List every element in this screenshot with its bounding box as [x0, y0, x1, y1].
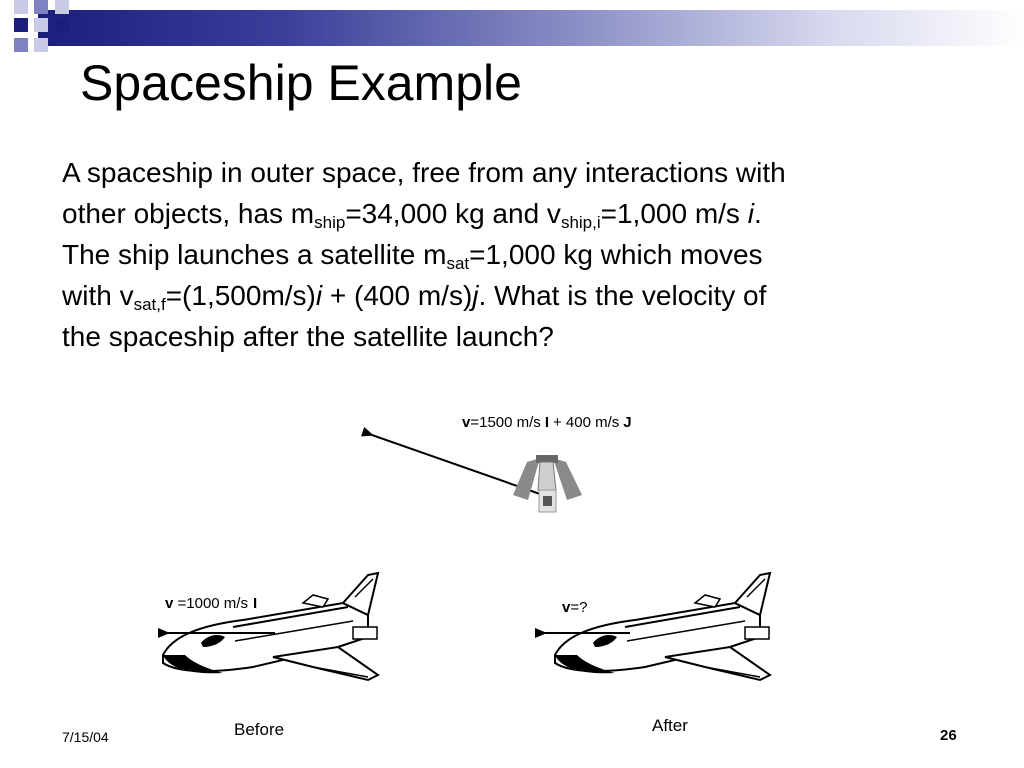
body-text-span: The ship launches a satellite m: [62, 239, 447, 270]
vector-symbol: v: [562, 599, 571, 616]
body-text-span: with v: [62, 280, 134, 311]
body-text-span: =1,000 m/s: [600, 198, 748, 229]
subscript: sat,f: [133, 295, 166, 314]
body-text-span: + (400 m/s): [322, 280, 473, 311]
subscript: ship,i: [560, 213, 601, 232]
body-text-span: .: [753, 198, 762, 229]
unit-vector: i: [747, 198, 754, 229]
unit-vector: i: [315, 280, 323, 311]
before-caption: Before: [234, 720, 285, 739]
label-text: =?: [570, 599, 588, 616]
page-number: 26: [940, 727, 957, 744]
body-text-span: =(1,500m/s): [165, 280, 316, 311]
satellite-velocity-arrow: [372, 435, 540, 494]
shuttle-before: [163, 573, 378, 680]
vector-symbol: v: [462, 414, 471, 431]
body-text-span: =1,000 kg which moves: [469, 239, 763, 270]
after-caption: After: [652, 716, 688, 735]
body-text-span: other objects, has m: [62, 198, 315, 229]
satellite-velocity-label: [462, 414, 632, 431]
after-velocity-label: [562, 599, 587, 616]
vector-symbol: v: [165, 595, 174, 612]
satellite-illustration: [513, 455, 582, 512]
body-text-span: . What is the velocity of: [478, 280, 767, 311]
subscript: sat: [446, 254, 470, 273]
shuttle-after: [555, 573, 770, 680]
label-text: =1000 m/s: [173, 595, 248, 612]
unit-vector: J: [623, 414, 632, 431]
before-velocity-label: [165, 595, 257, 612]
slide-title: Spaceship Example: [80, 55, 522, 111]
unit-vector: I: [544, 414, 549, 431]
footer-date: 7/15/04: [62, 729, 109, 745]
body-text-span: =34,000 kg and v: [345, 198, 561, 229]
subscript: ship: [314, 213, 346, 232]
unit-vector: j: [472, 280, 479, 311]
label-text: + 400 m/s: [552, 414, 620, 431]
label-text: =1500 m/s: [470, 414, 541, 431]
body-text-span: A spaceship in outer space, free from any interactions with: [62, 157, 786, 188]
unit-vector: I: [252, 595, 258, 612]
body-text-span: the spaceship after the satellite launch?: [62, 321, 554, 352]
